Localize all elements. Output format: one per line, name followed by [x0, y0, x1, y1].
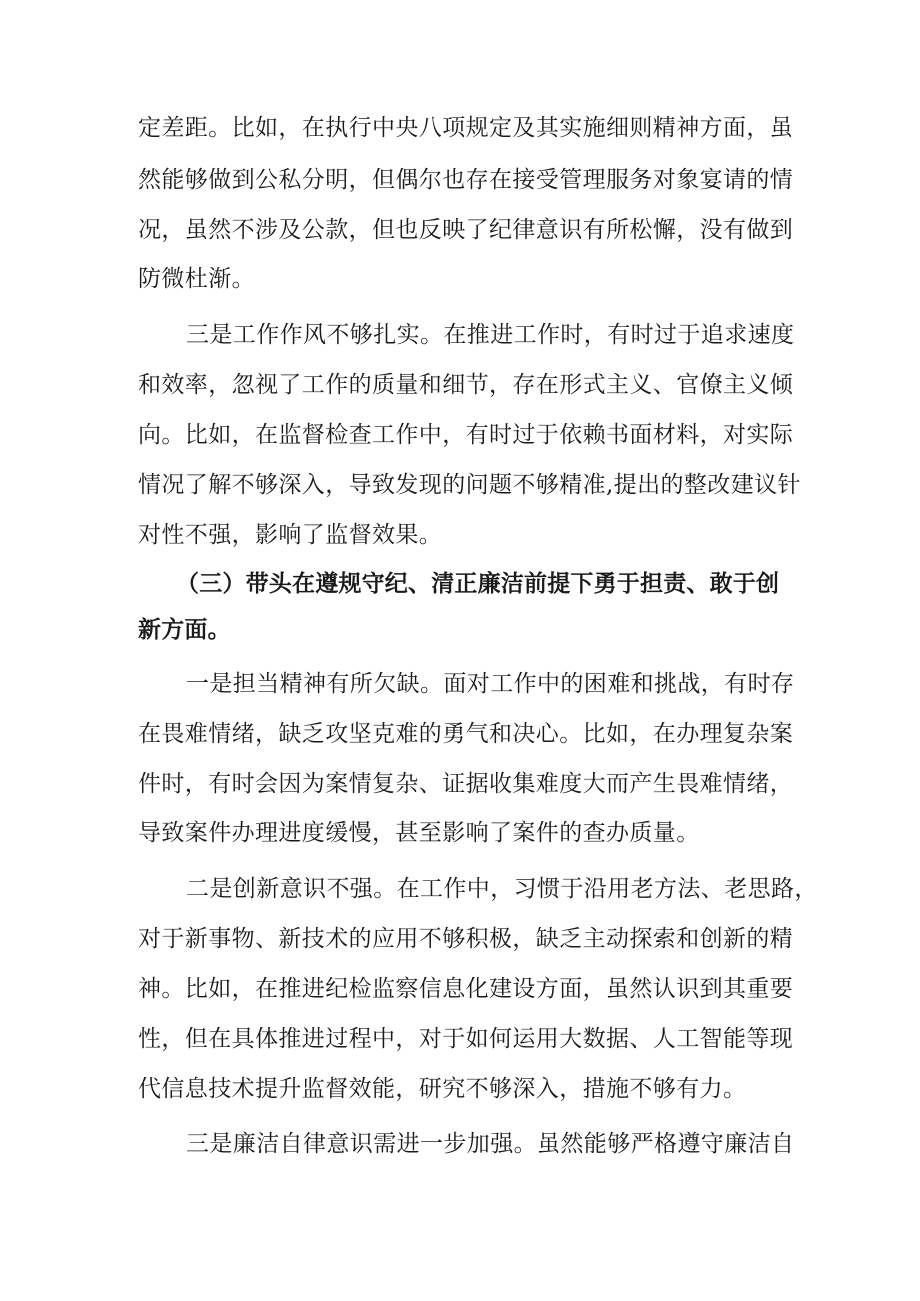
paragraph-line: 三是廉洁自律意识需进一步加强。虽然能够严格遵守廉洁自 — [186, 1131, 795, 1157]
paragraph-line: 二是创新意识不强。在工作中，习惯于沿用老方法、老思路， — [186, 876, 818, 902]
paragraph-line: 在畏难情绪，缺乏攻坚克难的勇气和决心。比如，在办理复杂案 — [138, 721, 794, 747]
paragraph-line: 情况了解不够深入，导致发现的问题不够精准,提出的整改建议针 — [138, 472, 801, 498]
paragraph-line: 定差距。比如，在执行中央八项规定及其实施细则精神方面，虽 — [138, 115, 794, 141]
paragraph-line: 对性不强，影响了监督效果。 — [138, 522, 443, 548]
paragraph-line: 防微杜渐。 — [138, 266, 255, 292]
section-heading: 新方面。 — [138, 617, 231, 643]
paragraph-line: 和效率，忽视了工作的质量和细节，存在形式主义、官僚主义倾 — [138, 372, 794, 398]
paragraph-line: 三是工作作风不够扎实。在推进工作时，有时过于追求速度 — [186, 322, 795, 348]
section-heading: （三）带头在遵规守纪、清正廉洁前提下勇于担责、敢于创 — [176, 571, 780, 597]
paragraph-line: 性，但在具体推进过程中，对于如何运用大数据、人工智能等现 — [138, 1026, 794, 1052]
paragraph-line: 件时，有时会因为案情复杂、证据收集难度大而产生畏难情绪， — [138, 771, 794, 797]
paragraph-line: 代信息技术提升监督效能，研究不够深入，措施不够有力。 — [138, 1076, 747, 1102]
paragraph-line: 对于新事物、新技术的应用不够积极，缺乏主动探索和创新的精 — [138, 926, 794, 952]
paragraph-line: 导致案件办理进度缓慢，甚至影响了案件的查办质量。 — [138, 820, 700, 846]
paragraph-line: 神。比如，在推进纪检监察信息化建设方面，虽然认识到其重要 — [138, 976, 794, 1002]
paragraph-line: 然能够做到公私分明，但偶尔也存在接受管理服务对象宴请的情 — [138, 167, 794, 193]
paragraph-line: 况，虽然不涉及公款，但也反映了纪律意识有所松懈，没有做到 — [138, 217, 794, 243]
paragraph-line: 向。比如，在监督检查工作中，有时过于依赖书面材料，对实际 — [138, 422, 794, 448]
paragraph-line: 一是担当精神有所欠缺。面对工作中的困难和挑战，有时存 — [186, 671, 795, 697]
